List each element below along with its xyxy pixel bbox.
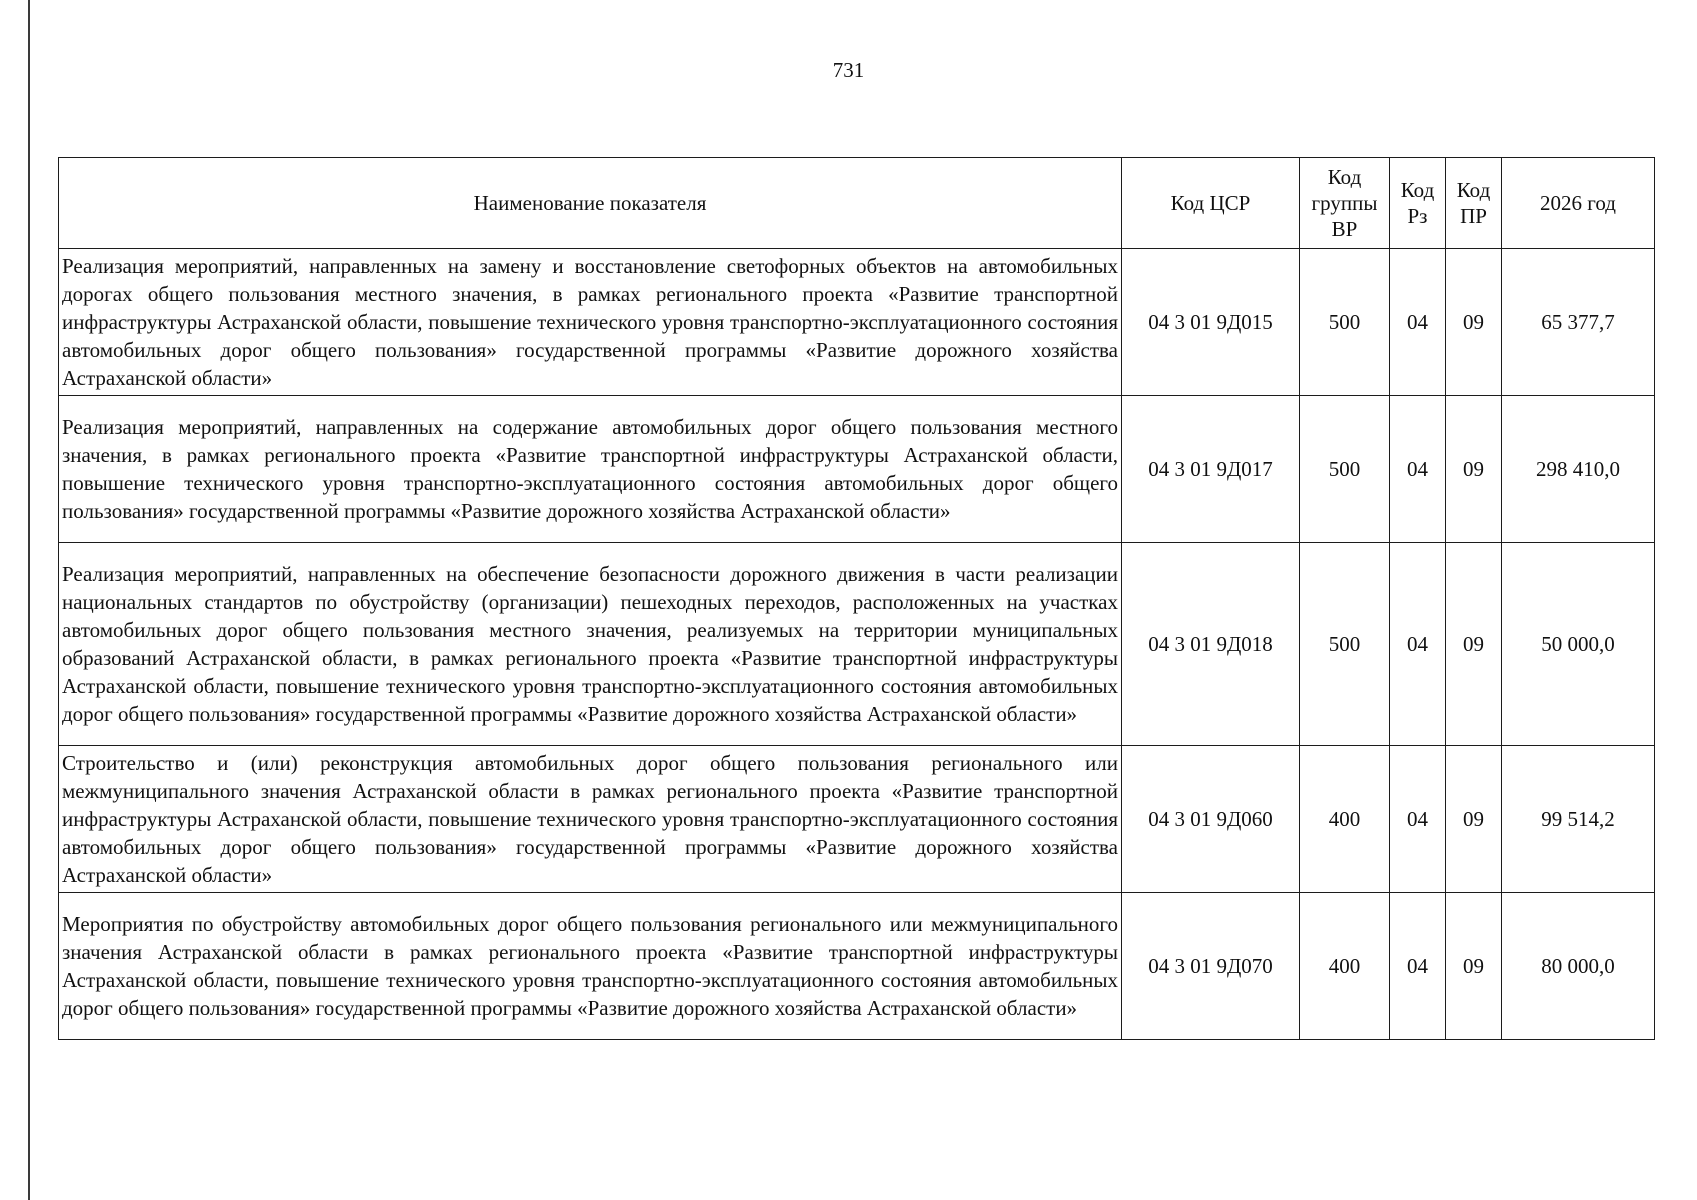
header-rz-code: Код Рз (1390, 158, 1446, 249)
header-csr-code: Код ЦСР (1122, 158, 1300, 249)
row-name: Мероприятия по обустройству автомобильных дорог общего пользования регионального или межмуниципального значения Астраханской области в рамках регионального проекта «Развитие транспортной инфраструктуры Астраханской области, повышение технического уровня транспортно-эксплуатационного состояния автомобильных дорог общего пользования» государственной программы «Развитие дорожного хозяйства Астраханской области» (59, 893, 1122, 1040)
row-vr-code: 500 (1300, 249, 1390, 396)
header-name: Наименование показателя (59, 158, 1122, 249)
row-pr-code: 09 (1446, 893, 1502, 1040)
row-csr-code: 04 3 01 9Д060 (1122, 746, 1300, 893)
row-name: Реализация мероприятий, направленных на замену и восстановление светофорных объектов на автомобильных дорогах общего пользования местного значения, в рамках регионального проекта «Развитие транспортной инфраструктуры Астраханской области, повышение технического уровня транспортно-эксплуатационного состояния автомобильных дорог общего пользования» государственной программы «Развитие дорожного хозяйства Астраханской области» (59, 249, 1122, 396)
row-rz-code: 04 (1390, 396, 1446, 543)
header-year-2026: 2026 год (1502, 158, 1655, 249)
row-amount-2026: 80 000,0 (1502, 893, 1655, 1040)
row-csr-code: 04 3 01 9Д017 (1122, 396, 1300, 543)
row-amount-2026: 65 377,7 (1502, 249, 1655, 396)
row-rz-code: 04 (1390, 746, 1446, 893)
row-vr-code: 500 (1300, 396, 1390, 543)
row-rz-code: 04 (1390, 543, 1446, 746)
row-rz-code: 04 (1390, 249, 1446, 396)
header-pr-code: Код ПР (1446, 158, 1502, 249)
scan-edge-line (28, 0, 30, 1200)
table-row (59, 893, 1655, 1040)
row-name: Строительство и (или) реконструкция автомобильных дорог общего пользования регионального или межмуниципального значения Астраханской области в рамках регионального проекта «Развитие транспортной инфраструктуры Астраханской области, повышение технического уровня транспортно-эксплуатационного состояния автомобильных дорог общего пользования» государственной программы «Развитие дорожного хозяйства Астраханской области» (59, 746, 1122, 893)
row-amount-2026: 99 514,2 (1502, 746, 1655, 893)
row-pr-code: 09 (1446, 543, 1502, 746)
row-csr-code: 04 3 01 9Д018 (1122, 543, 1300, 746)
row-pr-code: 09 (1446, 396, 1502, 543)
row-amount-2026: 298 410,0 (1502, 396, 1655, 543)
row-csr-code: 04 3 01 9Д070 (1122, 893, 1300, 1040)
row-vr-code: 500 (1300, 543, 1390, 746)
row-pr-code: 09 (1446, 746, 1502, 893)
row-name: Реализация мероприятий, направленных на содержание автомобильных дорог общего пользования местного значения, в рамках регионального проекта «Развитие транспортной инфраструктуры Астраханской области, повышение технического уровня транспортно-эксплуатационного состояния автомобильных дорог общего пользования» государственной программы «Развитие дорожного хозяйства Астраханской области» (59, 396, 1122, 543)
table-row (59, 543, 1655, 746)
row-amount-2026: 50 000,0 (1502, 543, 1655, 746)
row-rz-code: 04 (1390, 893, 1446, 1040)
header-vr-code: Код группы ВР (1300, 158, 1390, 249)
table-header-row (59, 158, 1655, 249)
row-pr-code: 09 (1446, 249, 1502, 396)
row-csr-code: 04 3 01 9Д015 (1122, 249, 1300, 396)
row-vr-code: 400 (1300, 893, 1390, 1040)
table-row (59, 396, 1655, 543)
row-name: Реализация мероприятий, направленных на обеспечение безопасности дорожного движения в части реализации национальных стандартов по обустройству (организации) пешеходных переходов, расположенных на участках автомобильных дорог общего пользования местного значения, реализуемых на территории муниципальных образований Астраханской области, в рамках регионального проекта «Развитие транспортной инфраструктуры Астраханской области, повышение технического уровня транспортно-эксплуатационного состояния автомобильных дорог общего пользования» государственной программы «Развитие дорожного хозяйства Астраханской области» (59, 543, 1122, 746)
budget-table (58, 157, 1655, 1040)
table-row (59, 746, 1655, 893)
page-number: 731 (832, 58, 865, 82)
row-vr-code: 400 (1300, 746, 1390, 893)
table-row (59, 249, 1655, 396)
